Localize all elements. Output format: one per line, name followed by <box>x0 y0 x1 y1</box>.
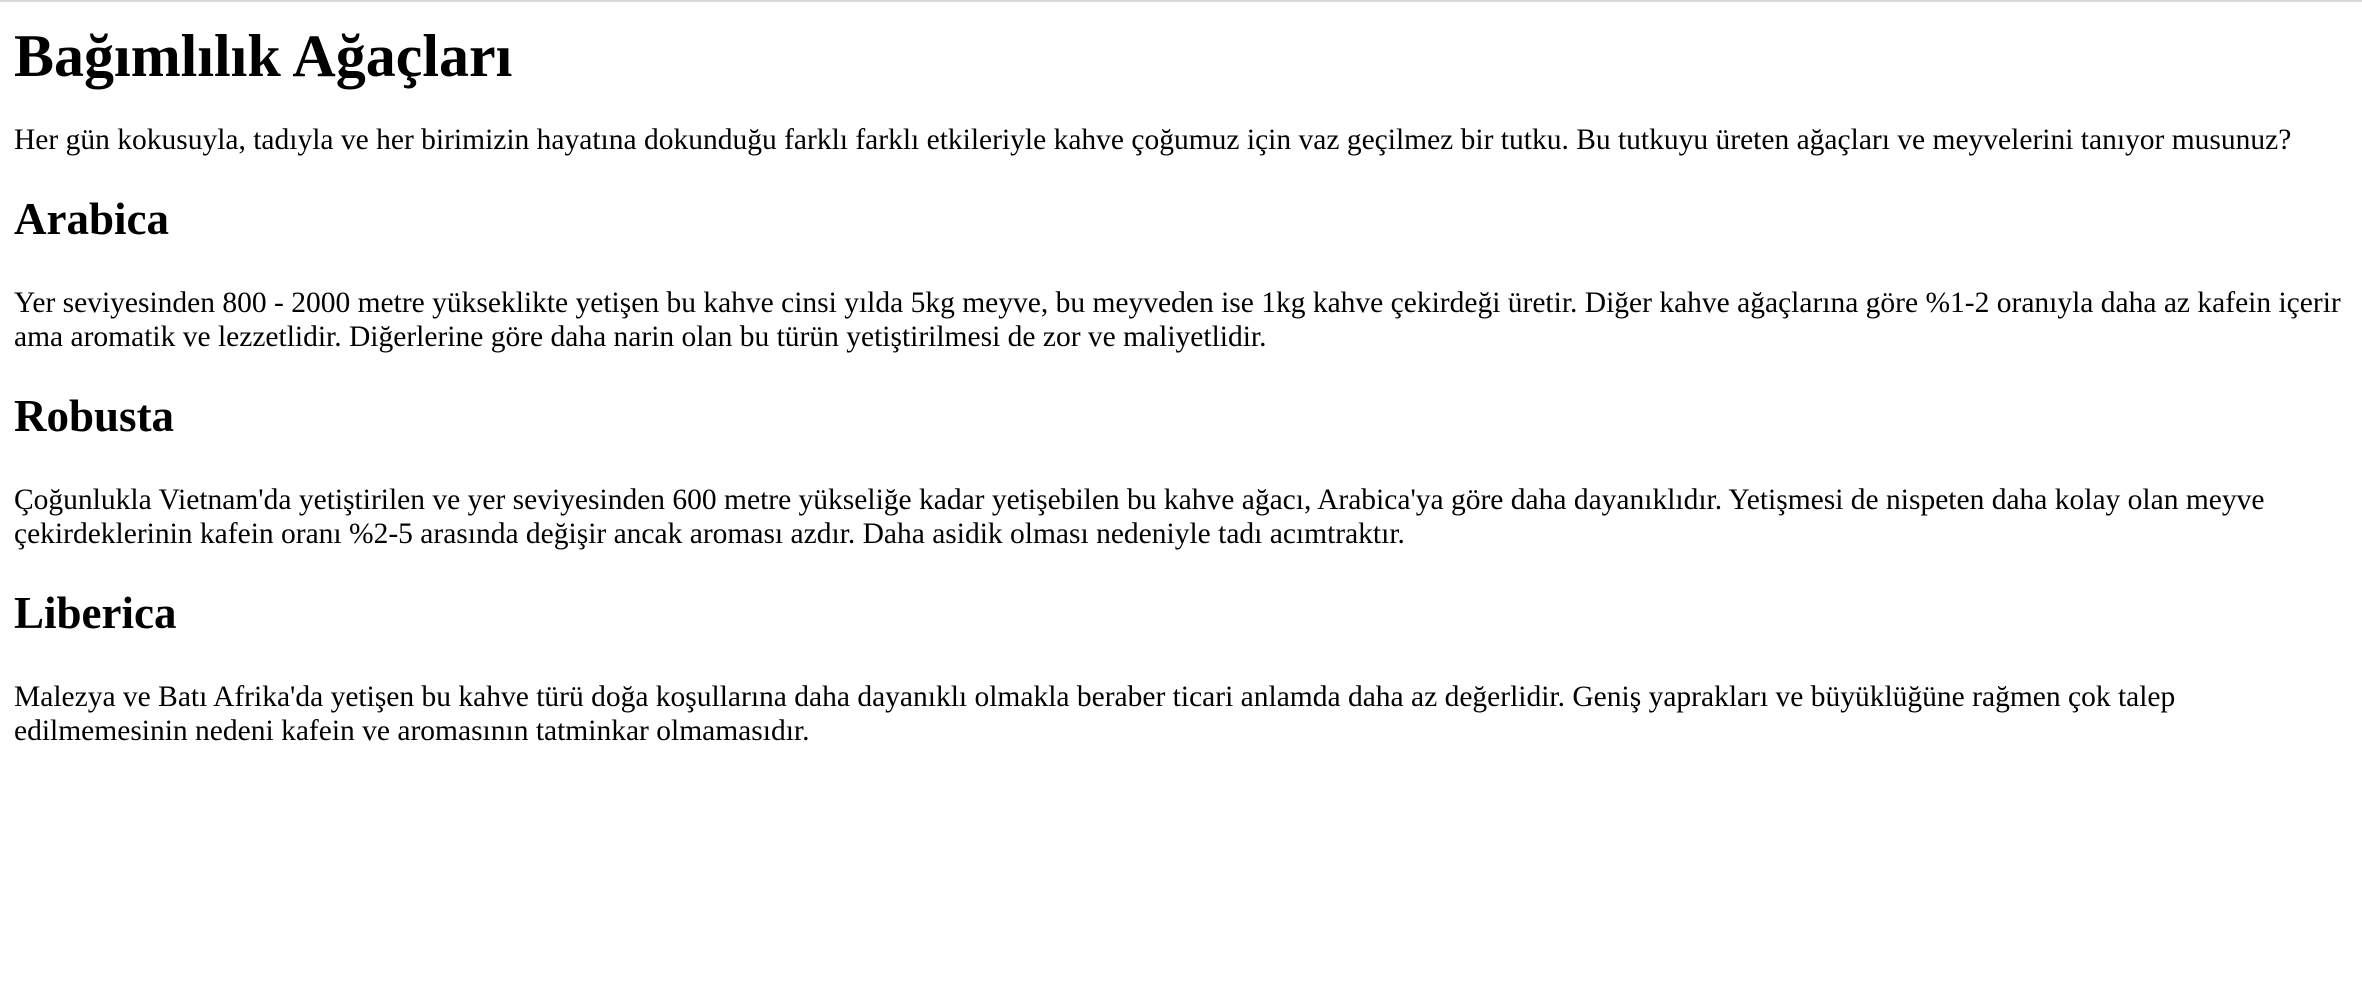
section-arabica <box>14 192 2348 354</box>
intro-paragraph: Her gün kokusuyla, tadıyla ve her birimizin hayatına dokunduğu farklı farklı etkileriyle kahve çoğumuz için vaz geçilmez bir tutku. Bu tutkuyu üreten ağaçları ve meyvelerini tanıyor musunuz? <box>14 124 2292 156</box>
section-text-robusta: Çoğunlukla Vietnam'da yetiştirilen ve yer seviyesinden 600 metre yükseliğe kadar yetişebilen bu kahve ağacı, Arabica'ya göre daha dayanıklıdır. Yetişmesi de nispeten daha kolay olan meyve çekirdeklerinin kafein oranı %2-5 arasında değişir ancak aroması azdır. Daha asidik olması nedeniyle tadı acımtraktır. <box>14 484 2265 550</box>
section-robusta <box>14 389 2348 551</box>
section-heading-liberica: Liberica <box>14 588 177 638</box>
section-text-arabica: Yer seviyesinden 800 - 2000 metre yükseklikte yetişen bu kahve cinsi yılda 5kg meyve, bu meyveden ise 1kg kahve çekirdeği üretir. Diğer kahve ağaçlarına göre %1-2 oranıyla daha az kafein içerir ama aromatik ve lezzetlidir. Diğerlerine göre daha narin olan bu türün yetiştirilmesi de zor ve maliyetlidir. <box>14 287 2341 353</box>
section-heading-arabica: Arabica <box>14 194 169 244</box>
page-title: Bağımlılık Ağaçları <box>14 23 513 89</box>
section-text-liberica: Malezya ve Batı Afrika'da yetişen bu kahve türü doğa koşullarına daha dayanıklı olmakla beraber ticari anlamda daha az değerlidir. Geniş yaprakları ve büyüklüğüne rağmen çok talep edilmemesinin nedeni kafein ve aromasının tatminkar olmamasıdır. <box>14 681 2176 747</box>
section-liberica <box>14 586 2348 748</box>
document-page <box>0 20 2362 748</box>
section-heading-robusta: Robusta <box>14 391 175 441</box>
